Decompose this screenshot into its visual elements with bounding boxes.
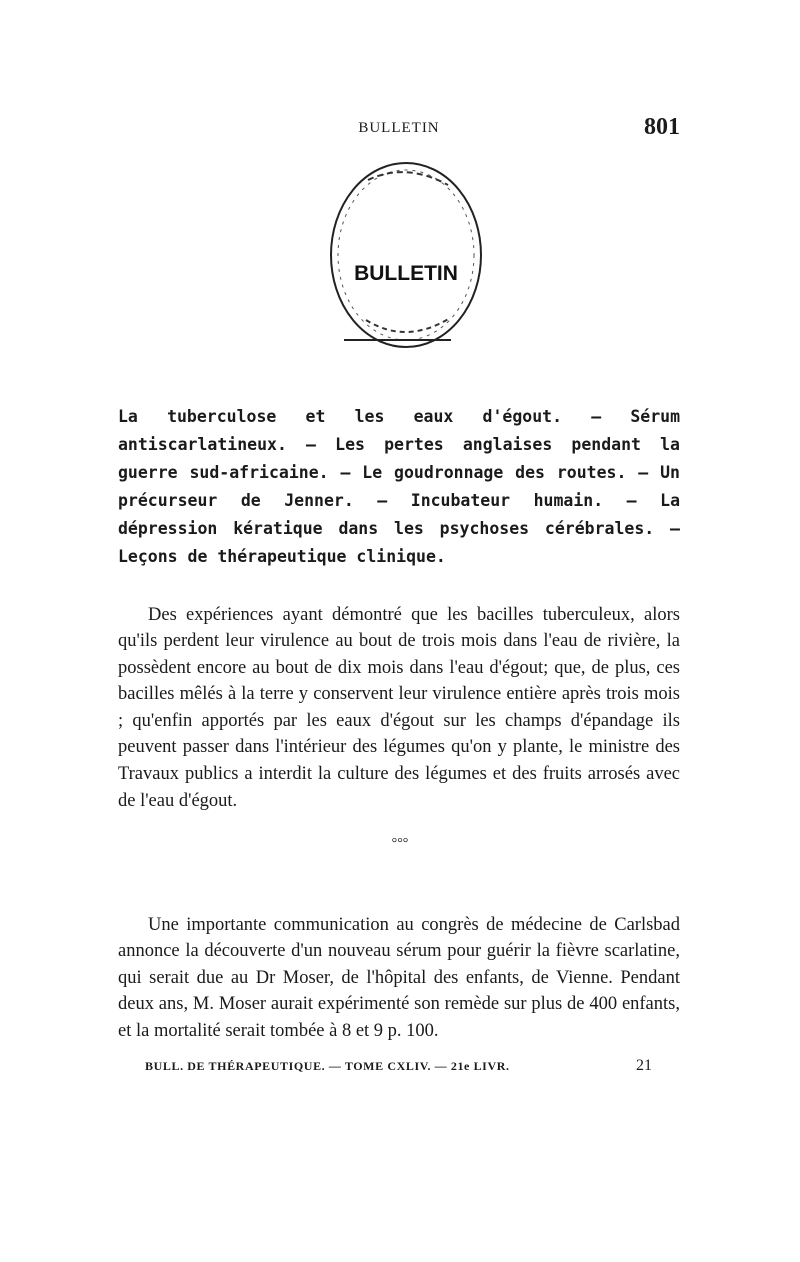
article-summary: La tuberculose et les eaux d'égout. — Sérum antiscarlatineux. — Les pertes anglaises pendant la guerre sud-africaine. — Le goudronnage des routes. — Un précurseur de Jenner. — Incubateur humain. — La dépression kératique dans les psychoses cérébrales. — Leçons de thérapeutique clinique. bbox=[118, 407, 680, 566]
footer-sheet-number: 21 bbox=[636, 1057, 652, 1074]
paragraph-serum: Une importante communication au congrès de médecine de Carlsbad annonce la découverte d'un nouveau sérum pour guérir la fièvre scarlatine, qui serait due au Dr Moser, de l'hôpital des enfants, de Vienne. Pendant deux ans, M. Moser aurait expérimenté son remède sur plus de 400 enfants, et la mortalité serait tombée à 8 et 9 p. 100. bbox=[118, 914, 680, 1041]
page-footer bbox=[145, 1057, 652, 1079]
library-stamp bbox=[326, 140, 486, 360]
section-separator: °°° bbox=[391, 836, 409, 851]
paragraph-tuberculosis: Des expériences ayant démontré que les bacilles tuberculeux, alors qu'ils perdent leur virulence au bout de trois mois dans l'eau de rivière, la possèdent encore au bout de dix mois dans l'eau d'égout; que, de plus, ces bacilles mêlés à la terre y conservent leur virulence entière après trois mois ; qu'enfin apportés par les eaux d'égout sur les champs d'épandage ils peuvent passer dans l'intérieur des légumes qu'on y plante, le ministre des Travaux publics a interdit la culture des légumes et des fruits arrosés avec de l'eau d'égout. bbox=[118, 604, 680, 811]
running-title: BULLETIN bbox=[358, 120, 440, 136]
footer-signature: BULL. DE THÉRAPEUTIQUE. — TOME CXLIV. — 21e LIVR. bbox=[145, 1059, 510, 1073]
page-number: 801 bbox=[644, 114, 680, 140]
stamp-text: BULLETIN bbox=[354, 262, 458, 285]
